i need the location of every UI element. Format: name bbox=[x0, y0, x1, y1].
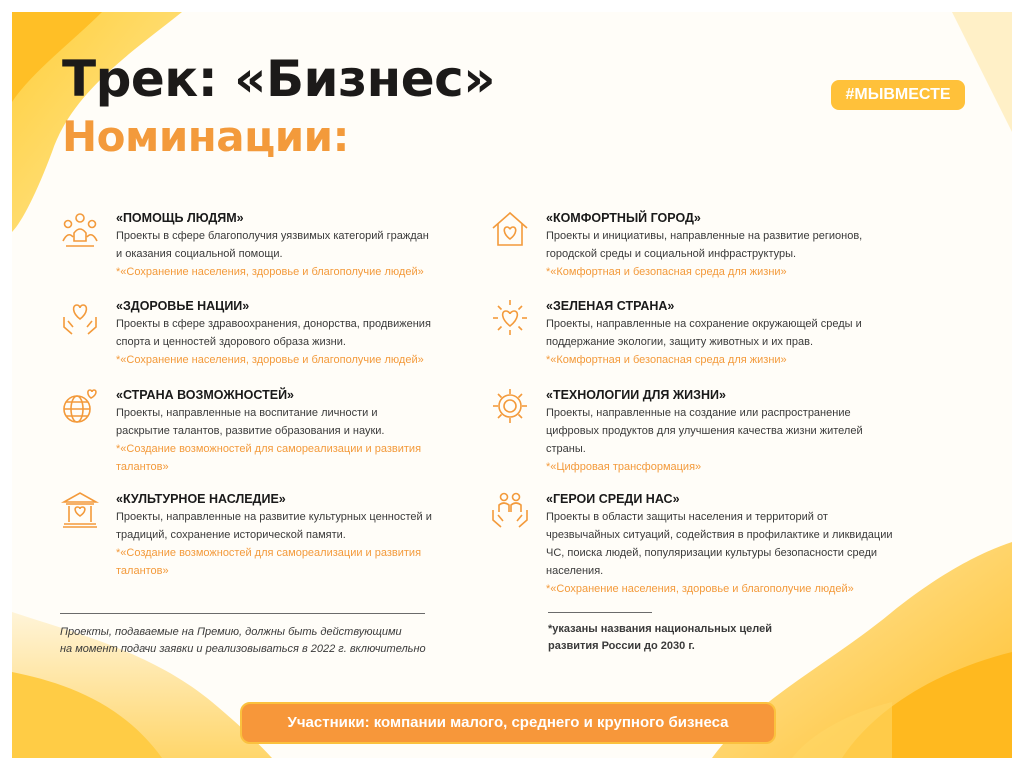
participants-banner: Участники: компании малого, среднего и крупного бизнеса bbox=[240, 702, 776, 744]
national-goal: *«Сохранение населения, здоровье и благополучие людей» bbox=[116, 266, 424, 278]
nomination-desc-line: Проекты, направленные на воспитание личности и bbox=[116, 407, 378, 419]
heart-hands-icon bbox=[60, 297, 100, 337]
nomination-desc-line: спорта и ценностей здорового образа жизни. bbox=[116, 336, 346, 348]
nomination-title: «КУЛЬТУРНОЕ НАСЛЕДИЕ» bbox=[116, 492, 286, 506]
nomination-title: «ГЕРОИ СРЕДИ НАС» bbox=[546, 492, 680, 506]
nomination-country-opportunities bbox=[60, 386, 460, 486]
nomination-title: «ЗДОРОВЬЕ НАЦИИ» bbox=[116, 299, 250, 313]
nomination-desc-line: Проекты в сфере здравоохранения, донорства, продвижения bbox=[116, 318, 431, 330]
nomination-comfortable-city bbox=[490, 209, 910, 289]
nomination-desc-line: и оказания социальной помощи. bbox=[116, 248, 283, 260]
nomination-desc-line: Проекты и инициативы, направленные на развитие регионов, bbox=[546, 230, 863, 242]
nomination-desc-line: цифровых продуктов для улучшения качества жизни жителей bbox=[546, 425, 863, 437]
nomination-help-people bbox=[60, 209, 460, 289]
people-icon bbox=[60, 209, 100, 249]
globe-heart-icon bbox=[60, 386, 100, 426]
hashtag-badge: #МЫВМЕСТЕ bbox=[831, 80, 965, 110]
nomination-title: «СТРАНА ВОЗМОЖНОСТЕЙ» bbox=[116, 388, 295, 402]
national-goal: *«Создание возможностей для самореализации и развития bbox=[116, 547, 422, 559]
heroes-icon bbox=[490, 490, 530, 530]
footnote-right bbox=[548, 621, 848, 655]
nomination-desc-line: населения. bbox=[546, 565, 604, 577]
gear-icon bbox=[490, 386, 530, 426]
nomination-desc-line: Проекты в области защиты населения и территорий от bbox=[546, 511, 828, 523]
slide bbox=[12, 12, 1012, 758]
nomination-desc-line: раскрытие талантов, развитие образования и науки. bbox=[116, 425, 385, 437]
sun-heart-icon bbox=[490, 297, 530, 337]
nomination-title: «ПОМОЩЬ ЛЮДЯМ» bbox=[116, 211, 244, 225]
footnote-line: *указаны названия национальных целей bbox=[548, 623, 773, 635]
national-goal: талантов» bbox=[116, 565, 169, 577]
nomination-desc-line: Проекты, направленные на развитие культурных ценностей и bbox=[116, 511, 432, 523]
nomination-desc-line: Проекты в сфере благополучия уязвимых категорий граждан bbox=[116, 230, 429, 242]
nomination-nation-health bbox=[60, 297, 460, 377]
museum-icon bbox=[60, 490, 100, 530]
footnote-left bbox=[60, 624, 450, 658]
nomination-desc-line: городской среды и социальной инфраструктуры. bbox=[546, 248, 797, 260]
footnote-line: на момент подачи заявки и реализовываться в 2022 г. включительно bbox=[60, 643, 426, 655]
nomination-desc-line: ЧС, поиска людей, популяризации культуры безопасности среди bbox=[546, 547, 878, 559]
nomination-green-country bbox=[490, 297, 910, 377]
national-goal: *«Сохранение населения, здоровье и благополучие людей» bbox=[116, 354, 424, 366]
nomination-title: «ТЕХНОЛОГИИ ДЛЯ ЖИЗНИ» bbox=[546, 388, 726, 402]
national-goal: *«Комфортная и безопасная среда для жизни» bbox=[546, 354, 787, 366]
nomination-title: «ЗЕЛЕНАЯ СТРАНА» bbox=[546, 299, 675, 313]
national-goal: *«Создание возможностей для самореализации и развития bbox=[116, 443, 422, 455]
page-title: Трек: «Бизнес» bbox=[62, 50, 496, 108]
nomination-desc-line: Проекты, направленные на создание или распространение bbox=[546, 407, 851, 419]
national-goal: талантов» bbox=[116, 461, 169, 473]
divider-right bbox=[548, 612, 652, 613]
nomination-desc-line: страны. bbox=[546, 443, 586, 455]
nomination-desc-line: традиций, сохранение исторической памяти. bbox=[116, 529, 346, 541]
page-subtitle: Номинации: bbox=[62, 112, 349, 161]
nomination-cultural-heritage bbox=[60, 490, 460, 590]
house-heart-icon bbox=[490, 209, 530, 249]
divider-left bbox=[60, 613, 425, 614]
nomination-title: «КОМФОРТНЫЙ ГОРОД» bbox=[546, 211, 701, 225]
nomination-heroes-among-us bbox=[490, 490, 910, 600]
nomination-desc-line: Проекты, направленные на сохранение окружающей среды и bbox=[546, 318, 862, 330]
nomination-desc-line: поддержание экологии, защиту животных и их прав. bbox=[546, 336, 814, 348]
nomination-desc-line: чрезвычайных ситуаций, содействия в профилактике и ликвидации bbox=[546, 529, 893, 541]
national-goal: *«Цифровая трансформация» bbox=[546, 461, 702, 473]
footnote-line: развития России до 2030 г. bbox=[548, 640, 695, 652]
national-goal: *«Сохранение населения, здоровье и благополучие людей» bbox=[546, 583, 854, 595]
nomination-tech-for-life bbox=[490, 386, 910, 486]
national-goal: *«Комфортная и безопасная среда для жизни» bbox=[546, 266, 787, 278]
footnote-line: Проекты, подаваемые на Премию, должны быть действующими bbox=[60, 626, 402, 638]
